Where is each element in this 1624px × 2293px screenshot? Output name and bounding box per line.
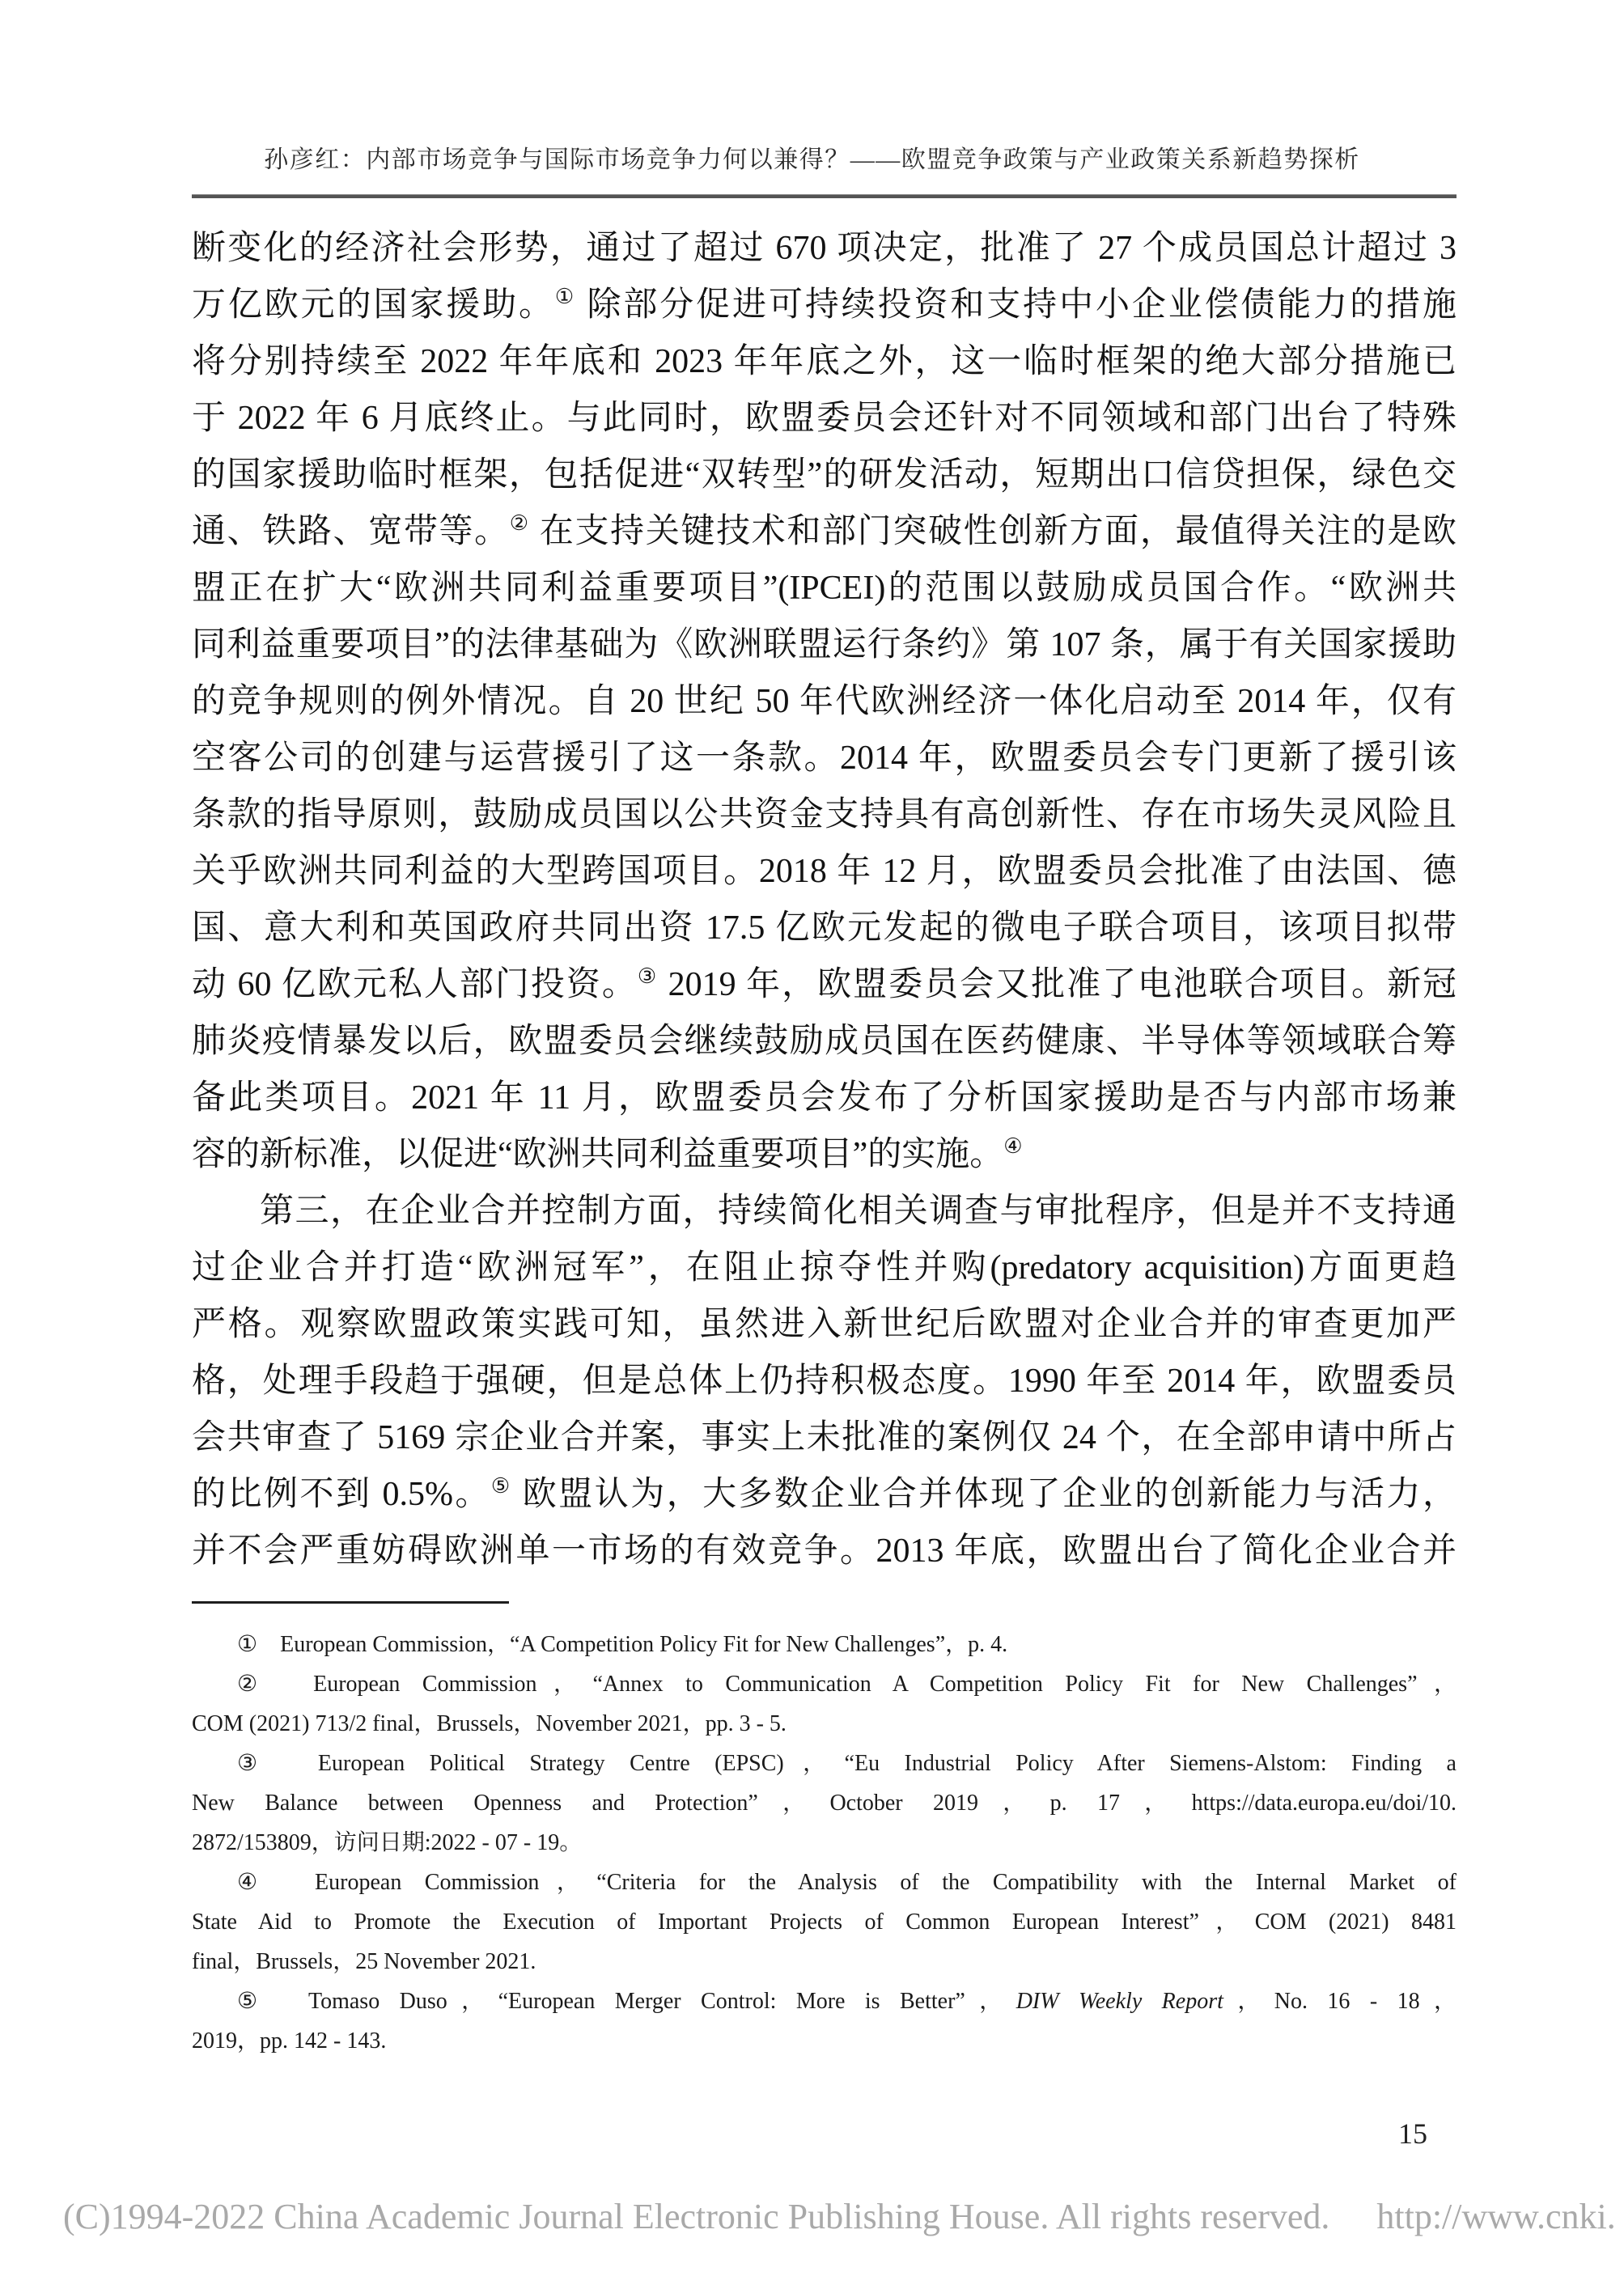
footnotes-line [192,1981,1457,2021]
watermark [63,2196,1624,2237]
text-segment: 将分别持续至 2022 年年底和 2023 年年底之外，这一临时框架的绝大部分措施已 [192,343,1457,380]
text-segment: 条款的指导原则，鼓励成员国以公共资金支持具有高创新性、存在市场失灵风险且 [192,796,1457,833]
text-segment: 万亿欧元的国家援助。 [192,286,555,324]
body-text-line [192,447,1457,503]
text-segment: 于 2022 年 6 月底终止。与此同时，欧盟委员会还针对不同领域和部门出台了特殊 [192,400,1457,437]
text-segment: ④ European Commission，“Criteria for the Analysis of the Compatibility with the Internal Market of [237,1870,1457,1895]
text-segment: 2019，pp. 142 - 143. [192,2028,387,2054]
text-segment: ，No. 16 - 18， [1223,1989,1457,2014]
footnotes-line [192,2021,1457,2061]
text-segment: 容的新标准，以促进“欧洲共同利益重要项目”的实施。 [192,1136,1004,1173]
text-segment: 严格。观察欧盟政策实践可知，虽然进入新世纪后欧盟对企业合并的审查更加严 [192,1306,1457,1343]
body-text-line [192,1466,1457,1523]
text-segment: 通、铁路、宽带等。 [192,513,510,550]
text-segment: 2019 年，欧盟委员会又批准了电池联合项目。新冠 [658,966,1457,1003]
body-text-line [192,1070,1457,1126]
body-text-line [192,617,1457,673]
page-header-title: 孙彦红：内部市场竞争与国际市场竞争力何以兼得？——欧盟竞争政策与产业政策关系新趋势探析 [264,146,1360,173]
body-text-line [192,730,1457,786]
text-segment: ⑤ Tomaso Duso，“European Merger Control: More is Better”， [237,1989,1016,2014]
text-segment: ① European Commission，“A Competition Policy Fit for New Challenges”，p. 4. [237,1632,1008,1657]
footnotes-line [192,1783,1457,1823]
body-text-line [192,1240,1457,1296]
text-segment: 备此类项目。2021 年 11 月，欧盟委员会发布了分析国家援助是否与内部市场兼 [192,1079,1457,1117]
text-segment: New Balance between Openness and Protection”，October 2019，p. 17，https://data.europa.eu/doi/10. [192,1791,1457,1816]
footnote-marker-superscript: ② [509,511,530,535]
text-segment: 肺炎疫情暴发以后，欧盟委员会继续鼓励成员国在医药健康、半导体等领域联合筹 [192,1023,1457,1060]
text-segment: 同利益重要项目”的法律基础为《欧洲联盟运行条约》第 107 条，属于有关国家援助 [192,626,1457,663]
text-segment: 并不会严重妨碍欧洲单一市场的有效竞争。2013 年底，欧盟出台了简化企业合并 [192,1532,1457,1570]
text-segment: 欧盟认为，大多数企业合并体现了企业的创新能力与活力， [511,1476,1457,1513]
body-text-line [192,956,1457,1013]
footnotes [192,1625,1457,2061]
footnote-marker-superscript: ④ [1003,1134,1023,1158]
text-segment: 盟正在扩大“欧洲共同利益重要项目”(IPCEI)的范围以鼓励成员国合作。“欧洲共 [192,570,1457,607]
body-text-line [192,843,1457,900]
text-segment: ② European Commission，“Annex to Communication A Competition Policy Fit for New Challenges”， [237,1672,1457,1697]
body-text-line [192,503,1457,560]
text-segment: 的比例不到 0.5%。 [192,1476,491,1513]
footnote-marker-superscript: ① [554,285,577,308]
text-segment: 的竞争规则的例外情况。自 20 世纪 50 年代欧洲经济一体化启动至 2014 年，仅有 [192,683,1457,720]
text-segment: 关乎欧洲共同利益的大型跨国项目。2018 年 12 月，欧盟委员会批准了由法国、德 [192,853,1457,890]
text-segment: 的国家援助临时框架，包括促进“双转型”的研发活动，短期出口信贷担保，绿色交 [192,456,1457,494]
body-text-line [192,1409,1457,1466]
body-text-line [192,560,1457,617]
text-segment: 国、意大利和英国政府共同出资 17.5 亿欧元发起的微电子联合项目，该项目拟带 [192,909,1457,947]
footnotes-line [192,1664,1457,1704]
text-segment: 断变化的经济社会形势，通过了超过 670 项决定，批准了 27 个成员国总计超过 3 [192,230,1457,267]
footnotes-line [192,1942,1457,1981]
text-segment: 第三，在企业合并控制方面，持续简化相关调查与审批程序，但是并不支持通 [260,1193,1457,1230]
text-segment: 会共审查了 5169 宗企业合并案，事实上未批准的案例仅 24 个，在全部申请中所占 [192,1419,1457,1456]
page-number: 15 [1398,2117,1427,2150]
text-segment: 格，处理手段趋于强硬，但是总体上仍持积极态度。1990 年至 2014 年，欧盟委员 [192,1363,1457,1400]
header-divider [192,194,1457,198]
footnote-separator [192,1601,509,1604]
body-text-line [192,1523,1457,1579]
body-text-line [192,1183,1457,1240]
body-text [192,220,1457,1579]
watermark-url: http://www.cnki. [1376,2197,1616,2236]
text-segment: 除部分促进可持续投资和支持中小企业偿债能力的措施 [576,286,1457,324]
italic-text: DIW Weekly Report [1016,1989,1223,2014]
text-segment: State Aid to Promote the Execution of Important Projects of Common European Interest”，COM (2021) 8481 [192,1909,1457,1935]
body-text-line [192,220,1457,277]
text-segment: 2872/153809，访问日期:2022 - 07 - 19。 [192,1830,583,1855]
footnotes-line [192,1902,1457,1942]
text-segment: 在支持关键技术和部门突破性创新方面，最值得关注的是欧 [529,513,1457,550]
body-text-line [192,673,1457,730]
body-text-line [192,900,1457,956]
text-segment: COM (2021) 713/2 final，Brussels，November 2021，pp. 3 - 5. [192,1711,787,1736]
body-text-line [192,1296,1457,1353]
footnote-marker-superscript: ⑤ [490,1474,512,1498]
footnotes-line [192,1744,1457,1783]
text-segment: 空客公司的创建与运营援引了这一条款。2014 年，欧盟委员会专门更新了援引该 [192,740,1457,777]
body-text-line [192,1013,1457,1070]
body-text-line [192,786,1457,843]
footnotes-line [192,1863,1457,1902]
text-segment: 过企业合并打造“欧洲冠军”，在阻止掠夺性并购(predatory acquisition)方面更趋 [192,1249,1457,1286]
text-segment: ③ European Political Strategy Centre (EPSC)，“Eu Industrial Policy After Siemens-Alstom: Finding a [237,1751,1457,1776]
footnotes-line [192,1704,1457,1744]
watermark-text: (C)1994-2022 China Academic Journal Electronic Publishing House. All rights reserved. [63,2197,1330,2236]
footnotes-line [192,1625,1457,1664]
body-text-line [192,390,1457,447]
footnote-marker-superscript: ③ [637,964,659,988]
text-segment: 动 60 亿欧元私人部门投资。 [192,966,638,1003]
footnotes-line [192,1823,1457,1863]
text-segment: final，Brussels，25 November 2021. [192,1949,536,1974]
body-text-line [192,1353,1457,1409]
body-text-line [192,1126,1457,1183]
body-text-line [192,277,1457,333]
body-text-line [192,333,1457,390]
